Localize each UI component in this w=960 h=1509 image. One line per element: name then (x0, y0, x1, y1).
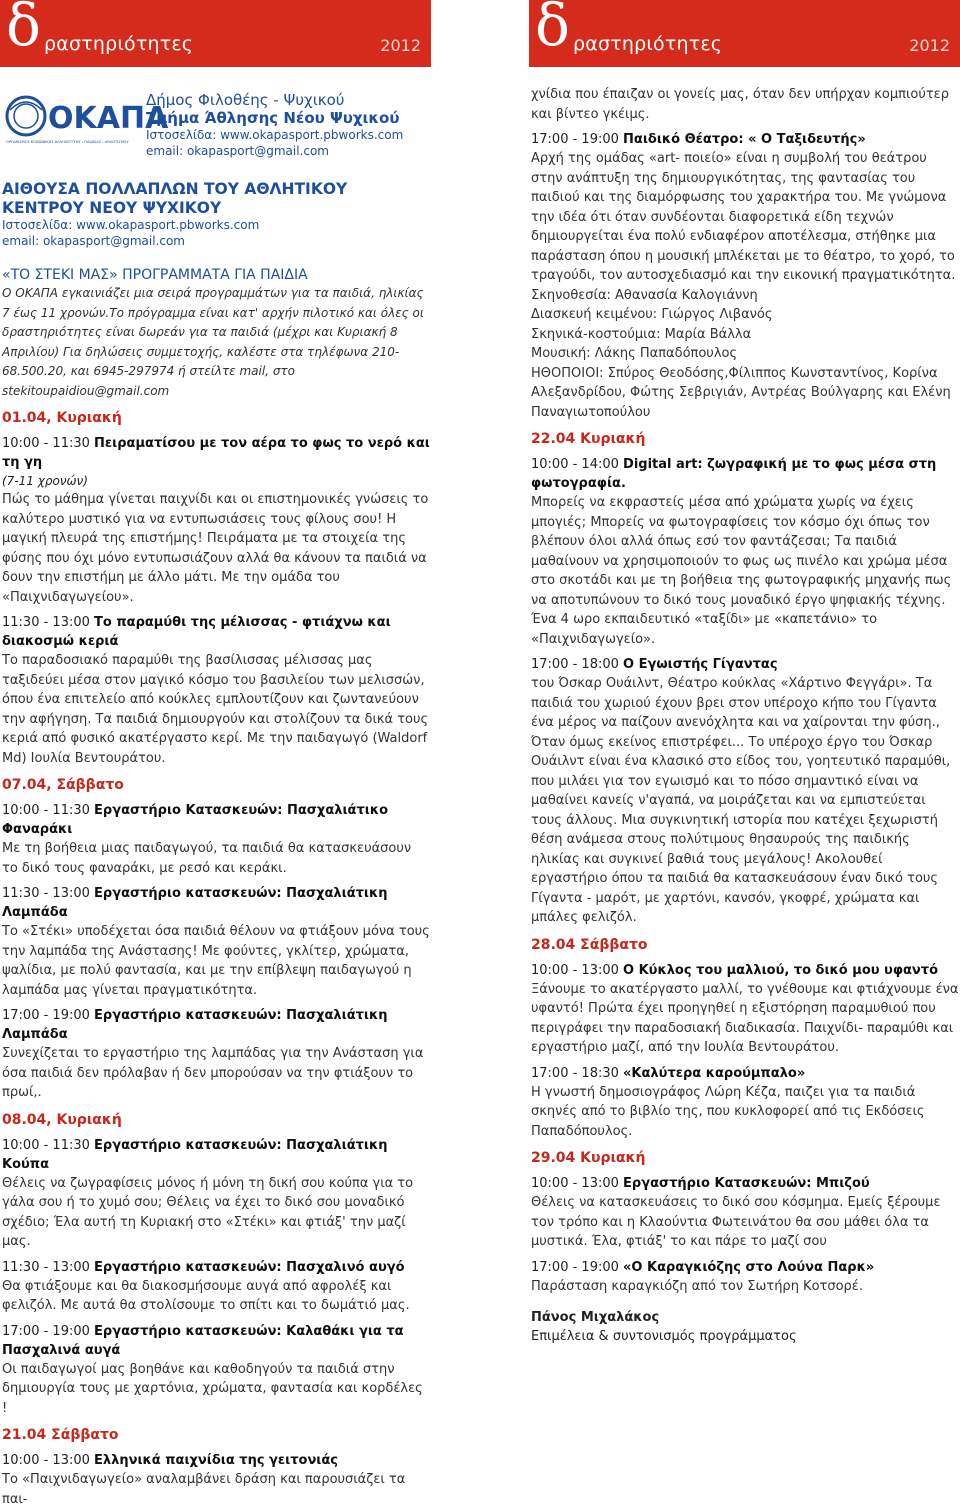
header-year: 2012 (909, 36, 950, 55)
header-glyph: δ (535, 0, 570, 59)
event-title: Ο Κύκλος του μαλλιού, το δικό μου υφαντό (623, 962, 939, 978)
event-slot (2, 434, 430, 472)
venue-block (2, 180, 430, 249)
event-title: Εργαστήριο κατασκευών: Πασχαλιάτικη Λαμπάδα (2, 886, 388, 920)
event-slot (2, 1451, 430, 1470)
event-title: Ελληνικά παιχνίδια της γειτονιάς (94, 1453, 338, 1468)
event-description: Θα φτιάξουμε και θα διακοσμήσουμε αυγά από αφρολέξ και φελιζόλ. Με αυτά θα στολίσουμε το σπίτι και το δωμάτιό μας. (2, 1278, 410, 1313)
org-website[interactable]: Ιστοσελίδα: www.okapasport.pbworks.com (146, 128, 404, 142)
program-body (2, 266, 430, 1509)
event-title: «Ο Καραγκιόζης στο Λούνα Παρκ» (623, 1259, 875, 1275)
event-title: Παιδικό Θέατρο: « Ο Ταξιδευτής» (623, 132, 866, 147)
event-slot (2, 613, 430, 651)
event-date: 08.04, Κυριακή (2, 1111, 122, 1128)
venue-title: ΑΙΘΟΥΣΑ ΠΟΛΛΑΠΛΩΝ ΤΟΥ ΑΘΛΗΤΙΚΟΥ ΚΕΝΤΡΟΥ ΝΕΟΥ ΨΥΧΙΚΟΥ (2, 180, 348, 217)
event-time: 17:00 - 19:00 (531, 132, 619, 147)
event-title: Εργαστήριο Κατασκευών: Μπιζού (623, 1176, 870, 1191)
event-description: Πώς το μάθημα γίνεται παιχνίδι και οι επιστημονικές γνώσεις το καλύτερο μυστικό για να εντυπωσιάσεις τους φίλους σου! Η μαγική πλευρά της επιστήμης! Πειράματα με τα στοιχεία της φύσης που όχι μόνο εντυπωσιάζουν αλλά θα κάνουν τα παιδιά να δουν την επιστήμη με άλλο μάτι. Με την ομάδα του «Παιχνιδαγωγείου». (2, 492, 429, 605)
logo-subtitle: ΟΡΓΑΝΙΣΜΟΣ ΚΟΙΝΩΝΙΚΗΣ ΑΛΛΗΛΕΓΓΥΗΣ - ΠΑΙΔΕΙΑΣ - ΑΘΛΗΤΙΣΜΟΥ (6, 140, 129, 144)
event-slot (2, 1258, 430, 1277)
event-slot (531, 130, 959, 149)
event-time: 17:00 - 19:00 (2, 1323, 90, 1339)
event-slot (2, 1322, 430, 1360)
event-slot (531, 1064, 959, 1083)
event-description: Ξάνουμε το ακατέργαστο μαλλί, το γνέθουμε και φτιάχνουμε ένα υφαντό! Πρώτα έχει προηγηθεί η εξιστόρηση παραμυθιού που περιγράφει την παραδοσιακή διαδικασία. Παιχνίδι- παραμύθι και εργαστήριο μαζί, από την Ιουλία Βεντουράτου. (531, 981, 959, 1055)
event-title: Το παραμύθι της μέλισσας - φτιάχνω και διακοσμώ κεριά (2, 615, 391, 649)
municipality: Δήμος Φιλοθέης - Ψυχικού (146, 91, 345, 109)
event-title: Digital art: ζωγραφική με το φως μέσα στη φωτογραφία. (531, 457, 937, 491)
header-banner-left (0, 0, 431, 67)
event-time: 10:00 - 13:00 (531, 962, 619, 978)
signature-role: Επιμέλεια & συντονισμός προγράμματος (531, 1329, 797, 1344)
event-description: Το παραδοσιακό παραμύθι της βασίλισσας μέλισσας μας ταξιδεύει μέσα στον μαγικό κόσμο του βασιλείου των μελισσών, όπου ένα επιτελείο από κούκλες εμπλουτίζουν και ζωντανεύουν την αφήγηση. Τα παιδιά δημιουργούν και στολίζουν τα δικά τους κεριά από φυσικό ακατέργαστο κερί. Με την παιδαγωγό (Waldorf Md) Ιουλία Βεντουράτου. (2, 653, 429, 766)
credit-line: Σκηνικά-κοστούμια: Μαρία Βάλλα (531, 326, 752, 342)
event-title: Εργαστήριο Κατασκευών: Πασχαλιάτικο Φαναράκι (2, 803, 388, 837)
okapa-logo (4, 86, 169, 146)
event-title: Εργαστήριο κατασκευών: Πασχαλιάτικη Λαμπάδα (2, 1008, 388, 1042)
credit-line: Σκηνοθεσία: Αθανασία Καλογιάννη (531, 287, 758, 303)
event-date: 22.04 Κυριακή (531, 431, 646, 447)
left-column (0, 0, 431, 1507)
program-intro: Ο ΟΚΑΠΑ εγκαινιάζει μια σειρά προγραμμάτων για τα παιδιά, ηλικίας 7 έως 11 χρονών.Το πρόγραμμα είναι κατ' αρχήν πιλοτικό και όλες οι δραστηριότητες είναι δωρεάν για τα παιδιά (μέχρι και Κυριακή 8 Απριλίου) Για δηλώσεις συμμετοχής, καλέστε στα τηλέφωνα 210-68.500.20, και 6945-297974 ή στείλτε mail, στο stekitoupaidiou@gmail.com (2, 286, 424, 398)
event-slot (2, 1136, 430, 1174)
event-title: Πειραματίσου με τον αέρα το φως το νερό και τη γη (2, 436, 430, 470)
venue-website[interactable]: Ιστοσελίδα: www.okapasport.pbworks.com (2, 218, 260, 232)
header-word: ραστηριότητες (44, 33, 194, 55)
program-title: «ΤΟ ΣΤΕΚΙ ΜΑΣ» ΠΡΟΓΡΑΜΜΑΤΑ ΓΙΑ ΠΑΙΔΙΑ (2, 267, 308, 283)
credit-line: Μουσική: Λάκης Παπαδόπουλος (531, 346, 738, 361)
event-description: Μπορείς να εκφραστείς μέσα από χρώματα χωρίς να έχεις μπογιές; Μπορείς να φωτογραφίσεις τον κόσμο όχι όπως τον βλέπουν όλοι αλλά όπως εσύ τον φαντάζεσαι; Τα παιδιά μαθαίνουν να χρησιμοποιούν το φως ως πινέλο και χρώμα μέσα στο σκοτάδι και με τη βοήθεια της φωτογραφικής μηχανής πως να αποτυπώνουν το δικό τους μοναδικό έργο ψηφιακής τέχνης. Ένα 4 ωρο εκπαιδευτικό «ταξίδι» με «καπετάνιο» το «Παιχνιδαγωγείο». (531, 495, 952, 647)
header-year: 2012 (380, 36, 421, 55)
event-time: 17:00 - 18:00 (531, 657, 619, 672)
event-description: Οι παιδαγωγοί μας βοηθάνε και καθοδηγούν τα παιδιά στην δημιουργία τους με χαρτόνια, χρώματα, φαντασία και κορδέλες ! (2, 1361, 423, 1416)
event-slot (531, 1258, 959, 1277)
event-description: Αρχή της ομάδας «art- ποιείο» είναι η συμβολή του θεάτρου στην ανάπτυξη της δημιουργικότητας, της φαντασίας του παιδιού και της διαμόρφωσης του χαρακτήρα του. Με γνώμονα την ιδέα ότι όταν συνδέονται διαφορετικά είδη τεχνών δημιουργείται ένα πολύ ενδιαφέρον αποτέλεσμα, στήθηκε μια παράσταση όπου η μουσική μπλέκεται με το θέατρο, το χορό, το τραγούδι, τον αυτοσχεδιασμό και την εικονική πραγματικότητα. (531, 151, 956, 283)
event-time: 10:00 - 13:00 (2, 1453, 90, 1468)
event-time: 11:30 - 13:00 (2, 1259, 90, 1275)
header-banner-right (529, 0, 960, 67)
event-title: Εργαστήριο κατασκευών: Πασχαλιάτικη Κούπα (2, 1137, 388, 1172)
event-description: του Όσκαρ Ουάιλντ, Θέατρο κούκλας «Χάρτινο Φεγγάρι». Τα παιδιά του χωριού έχουν βρει στον υπέροχο κήπο του Γίγαντα ένα μέρος να παίζουν ανενόχλητα και να χαίρονται την φύση., Όταν όμως εκείνος επιστρέφει... Το υπέροχο έργο του Όσκαρ Ουάιλντ είναι ένα κλασικό στο είδος του, γοητευτικό παραμύθι, που μιλάει για τον εγωισμό και το πόσο σημαντικό είναι να μαθαίνει κανείς ν'αγαπά, να μοιράζεται και να εμπιστεύεται τους άλλους. Μια συγκινητική ιστορία που κατέχει ξεχωριστή θέση ανάμεσα στους πολύτιμους θησαυρούς της παιδικής ηλικίας και συγκινεί βαθιά τους μεγάλους! Ακολουθεί εργαστήριο όπου τα παιδιά θα κατασκευάσουν έναν δικό τους Γίγαντα - μαρότ, με χαρτόνι, κανσόν, γκοφρέ, χρώματα και μπάλες φελιζόλ. (531, 676, 951, 925)
logo-text: ΟΚΑΠΑ (48, 101, 169, 136)
right-column (529, 0, 960, 1344)
event-time: 11:30 - 13:00 (2, 615, 90, 630)
event-description: Συνεχίζεται το εργαστήριο της λαμπάδας για την Ανάσταση για όσα παιδιά δεν πρόλαβαν ή δεν μπορούσαν να την φτιάξουν το πρωί,. (2, 1046, 424, 1100)
event-title: Εργαστήριο κατασκευών: Πασχαλινό αυγό (94, 1259, 405, 1275)
event-description: Με τη βοήθεια μιας παιδαγωγού, τα παιδιά θα κατασκευάσουν το δικό τους φαναράκι, με ρεσό και κεράκι. (2, 841, 412, 876)
event-ages: (7-11 χρονών) (2, 474, 88, 488)
signature-name: Πάνος Μιχαλάκος (531, 1310, 660, 1325)
event-description: Παράσταση καραγκιόζη από τον Σωτήρη Κοτσορέ. (531, 1278, 863, 1294)
event-time: 17:00 - 18:30 (531, 1065, 619, 1081)
event-time: 11:30 - 13:00 (2, 886, 90, 901)
event-slot (2, 1006, 430, 1044)
event-slot (531, 455, 959, 493)
event-time: 10:00 - 11:30 (2, 1137, 90, 1153)
event-date: 07.04, Σάββατο (2, 777, 124, 793)
event-description: Το «Στέκι» υποδέχεται όσα παιδιά θέλουν να φτιάξουν μόνα τους την λαμπάδα της Ανάστασης! Με φούντες, γκλίτερ, χρώματα, ψαλίδια, με πολύ φαντασία, και με την επίβλεψη παιδαγωγού η λαμπάδα μας γίνεται πραγματικότητα. (2, 924, 430, 998)
event-slot (531, 655, 959, 674)
event-date: 29.04 Κυριακή (531, 1150, 646, 1166)
header-word: ραστηριότητες (573, 33, 723, 55)
left-events-list (2, 409, 430, 1509)
event-time: 10:00 - 11:30 (2, 436, 90, 451)
event-description: Θέλεις να κατασκευάσεις το δικό σου κόσμημα. Εμείς ξέρουμε τον τρόπο και η Κλαούντια Φωτεινάτου θα σου μάθει όλα τα μυστικά. Έλα, φτιάξ' το και πάρε το μαζί σου (531, 1195, 941, 1249)
event-date: 28.04 Σάββατο (531, 936, 648, 953)
credit-line: ΗΘΟΠΟΙΟΙ: Σπύρος Θεοδόσης,Φίλιππος Κωνσταντίνος, Κορίνα Αλεξανδρίδου, Φώτης Σεβριγιάν, Αντρέας Βούλγαρης και Ελένη Παναγιωτοπούλου (531, 365, 951, 420)
event-description: Η γνωστή δημοσιογράφος Λώρη Κέζα, παιζει για τα παιδιά σκηνές από το βιβλίο της, που κυκλοφορεί από τις Εκδόσεις Παπαδόπουλος. (531, 1084, 925, 1139)
event-time: 10:00 - 13:00 (531, 1176, 619, 1191)
event-date: 21.04 Σάββατο (2, 1427, 119, 1443)
event-time: 17:00 - 19:00 (2, 1008, 90, 1023)
event-slot (531, 1174, 959, 1193)
org-email[interactable]: email: okapasport@gmail.com (146, 143, 329, 158)
event-description: χνίδια που έπαιζαν οι γονείς μας, όταν δεν υπήρχαν κομπιούτερ και βίντεο γκέιμς. (531, 87, 949, 122)
right-events-list (531, 85, 959, 1296)
event-description: Θέλεις να ζωγραφίσεις μόνος ή μόνη τη δική σου κούπα για το γάλα σου ή το χυμό σου; Θέλεις να έχει το δικό σου μοναδικό σχέδιο; Έλα αυτή τη Κυριακή στο «Στέκι» και φτιάξ' την μαζί μας. (2, 1175, 414, 1249)
event-slot (2, 801, 430, 839)
event-title: Εργαστήριο κατασκευών: Καλαθάκι για τα Πασχαλινά αυγά (2, 1323, 404, 1358)
event-slot (531, 961, 959, 980)
event-time: 10:00 - 11:30 (2, 803, 90, 818)
department: Τμήμα Άθλησης Νέου Ψυχικού (146, 109, 400, 127)
venue-email[interactable]: email: okapasport@gmail.com (2, 233, 185, 248)
event-time: 10:00 - 14:00 (531, 457, 619, 472)
event-title: «Καλύτερα καρούμπαλο» (623, 1065, 806, 1081)
event-time: 17:00 - 19:00 (531, 1259, 619, 1275)
right-body (531, 85, 959, 1346)
event-slot (2, 884, 430, 922)
event-title: Ο Εγωιστής Γίγαντας (623, 657, 778, 672)
event-date: 01.04, Κυριακή (2, 410, 122, 426)
event-description: Το «Παιχνιδαγωγείο» αναλαμβάνει δράση και παρουσιάζει τα παι- (2, 1472, 406, 1507)
credit-line: Διασκευή κειμένου: Γιώργος Λιβανός (531, 307, 773, 322)
header-glyph: δ (6, 0, 41, 59)
org-block (146, 91, 431, 159)
